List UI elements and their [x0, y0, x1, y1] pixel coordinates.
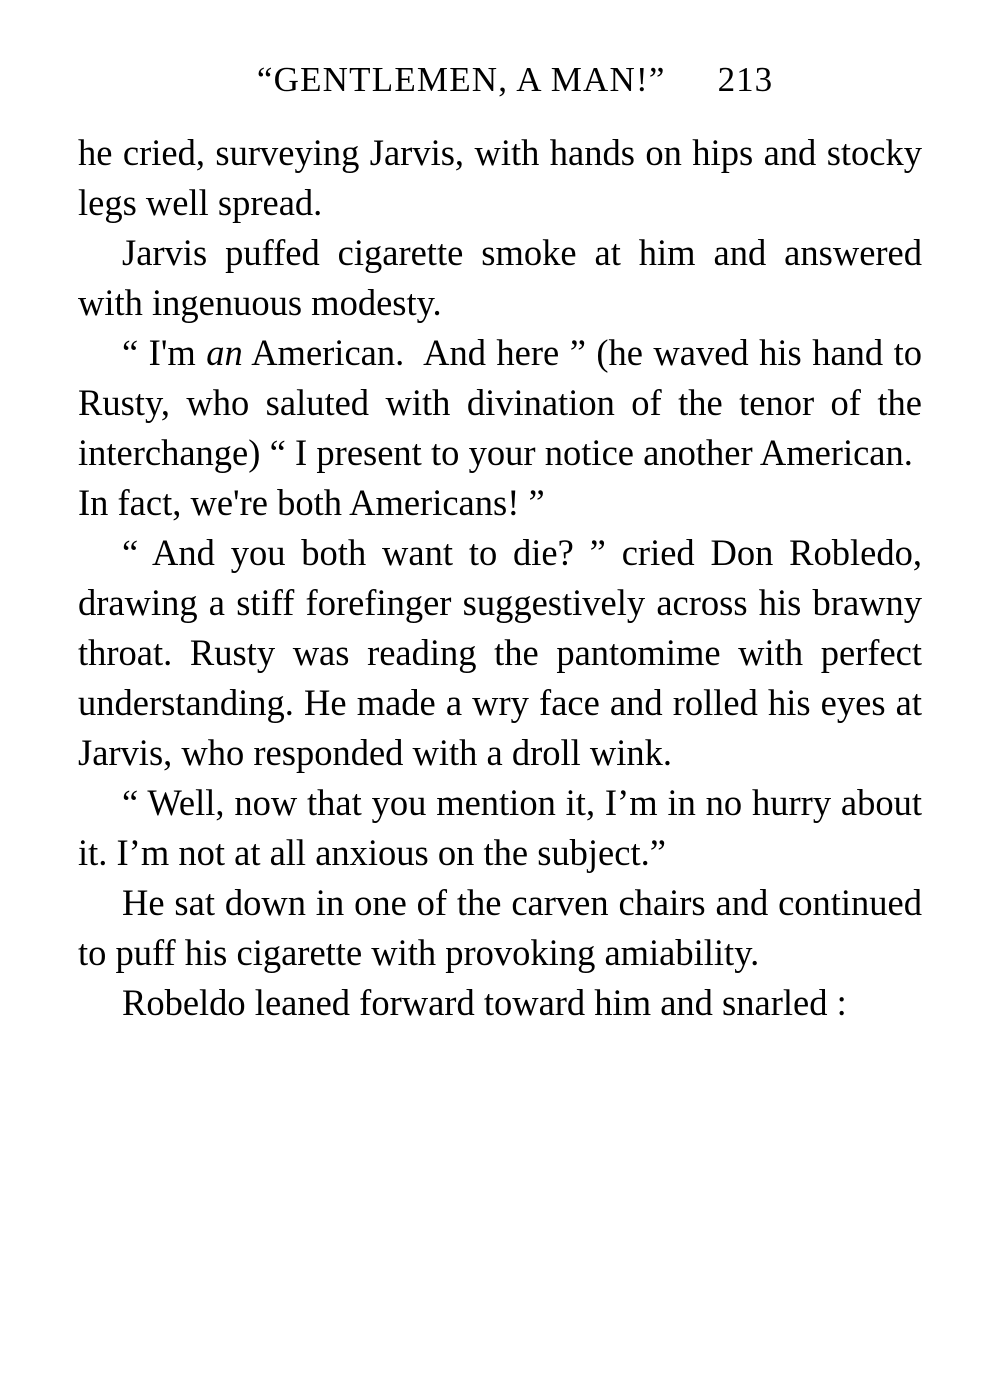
- body-text: [78, 128, 922, 1028]
- paragraph-text-part: “ I'm: [122, 332, 207, 373]
- paragraph-text-part: American. And here ” (he waved his hand to Rusty, who saluted with divination of the tenor of the interchange) “ I present to your notice another American. In fact, we're both Americans! ”: [78, 332, 922, 523]
- paragraph: “ Well, now that you mention it, I’m in no hurry about it. I’m not at all anxious on the subject.”: [78, 782, 922, 873]
- page-title: “GENTLEMEN, A MAN!”: [256, 60, 666, 99]
- paragraph: [78, 328, 922, 528]
- paragraph: he cried, surveying Jarvis, with hands on hips and stocky legs well spread.: [78, 132, 922, 223]
- page-number: 213: [717, 60, 774, 99]
- paragraph: Robeldo leaned forward toward him and snarled :: [122, 982, 847, 1023]
- running-head: [78, 60, 922, 100]
- italic-word: an: [206, 332, 243, 373]
- paragraph: Jarvis puffed cigarette smoke at him and answered with ingenuous modesty.: [78, 232, 922, 323]
- paragraph: He sat down in one of the carven chairs and continued to puff his cigarette with provoking amiability.: [78, 882, 922, 973]
- paragraph: “ And you both want to die? ” cried Don Robledo, drawing a stiff forefinger suggestively across his brawny throat. Rusty was reading the pantomime with perfect understanding. He made a wry face and rolled his eyes at Jarvis, who responded with a droll wink.: [78, 532, 922, 773]
